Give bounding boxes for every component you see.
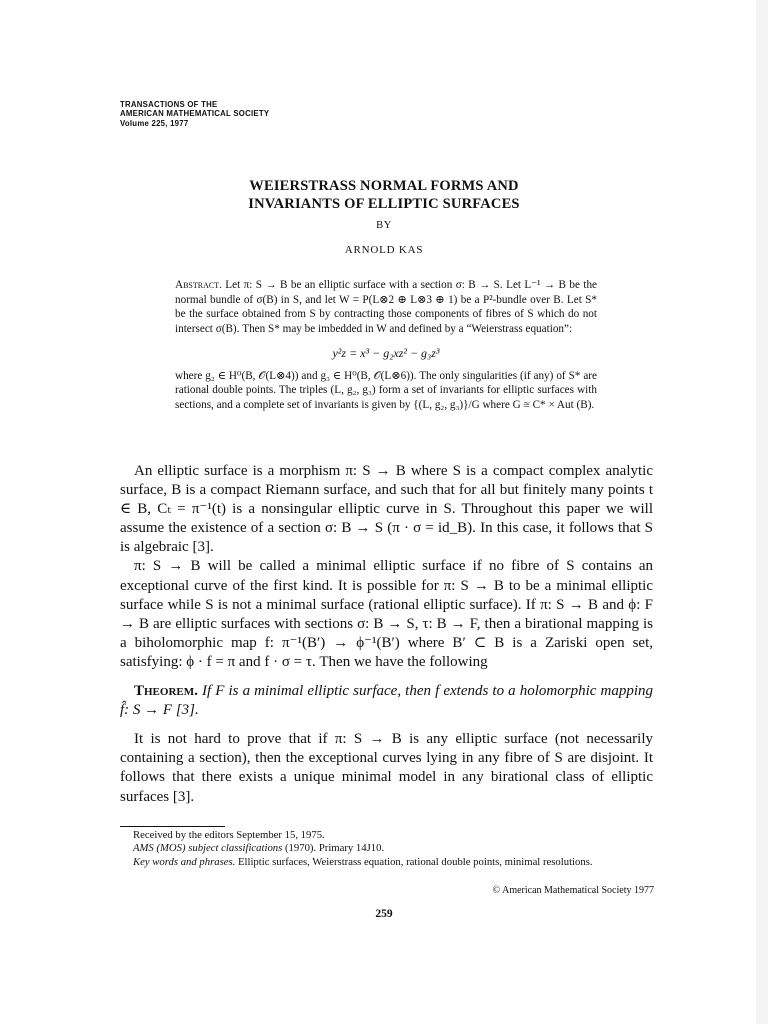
journal-line-2: AMERICAN MATHEMATICAL SOCIETY xyxy=(120,109,270,119)
author-name: ARNOLD KAS xyxy=(344,244,424,256)
title-line-2: INVARIANTS OF ELLIPTIC SURFACES xyxy=(248,195,520,212)
theorem xyxy=(120,682,653,720)
paper-title xyxy=(0,178,768,213)
footnote-ams xyxy=(133,842,653,855)
footnote-rule xyxy=(120,826,225,827)
body-paragraph-3: It is not hard to prove that if π: S → B is any elliptic surface (not necessarily containing a section), then the exceptional curves lying in any fibre of S are disjoint. It follows that there exists a unique minimal model in any birational class of elliptic surfaces [3]. xyxy=(120,731,653,805)
by-label: BY xyxy=(376,220,392,231)
journal-volume: Volume 225, 1977 xyxy=(120,118,189,128)
ams-value: (1970). Primary 14J10. xyxy=(284,842,385,855)
ams-label: AMS (MOS) subject classifications xyxy=(133,842,283,855)
abstract-paragraph-1 xyxy=(175,278,597,336)
journal-line-1: TRANSACTIONS OF THE xyxy=(120,100,218,109)
title-line-1: WEIERSTRASS NORMAL FORMS AND xyxy=(249,178,519,194)
theorem-label: Theorem. xyxy=(134,683,198,700)
keywords-value: Elliptic surfaces, Weierstrass equation, rational double points, minimal resolutions. xyxy=(238,855,593,868)
journal-header xyxy=(120,100,269,128)
page-edge xyxy=(756,0,768,1024)
copyright-notice: © American Mathematical Society 1977 xyxy=(492,885,654,896)
abstract-text-2: where g₂ ∈ H⁰(B, 𝒪(L⊗4)) and g₃ ∈ H⁰(B, 𝒪(L⊗6)). The only singularities (if any) of S* are rational double points. The triples (L, g₂, g₃) form a set of invariants for elliptic surfaces with sections, and a complete set of invariants is given by {(L, g₂, g₃)}/G where G ≅ C* × Aut (B). xyxy=(175,369,597,411)
footnote-keywords xyxy=(120,856,653,869)
main-body xyxy=(120,462,653,807)
keywords-label: Key words and phrases. xyxy=(133,855,236,868)
abstract xyxy=(175,278,597,412)
page-number: 259 xyxy=(375,908,393,920)
footnotes xyxy=(133,829,653,869)
abstract-label: Abstract. xyxy=(175,279,222,291)
theorem-text: If F is a minimal elliptic surface, then f extends to a holomorphic mapping f̂: S → F [3]. xyxy=(120,683,654,719)
abstract-text-1: Let π: S → B be an elliptic surface with a section σ: B → S. Let L⁻¹ → B be the normal bundle of σ(B) in S, and let W = P(L⊗2 ⊕ L⊗3 ⊕ 1) be a P²-bundle over B. Let S* be the surface obtained from S by contracting those components of fibres of S which do not intersect σ(B). Then S* may be imbedded in W and defined by a “Weierstrass equation”: xyxy=(175,279,597,335)
body-paragraph-2: π: S → B will be called a minimal elliptic surface if no fibre of S contains an exceptional curve of the first kind. It is possible for π: S → B to be a minimal elliptic surface while S is not a minimal surface (rational elliptic surface). If π: S → B and ϕ: F → B are elliptic surfaces with sections σ: B → S, τ: B → F, then a birational mapping is a biholomorphic map f: π⁻¹(B′) → ϕ⁻¹(B′) where B′ ⊂ B is a Zariski open set, satisfying: ϕ · f = π and f · σ = τ. Then we have the following xyxy=(120,558,653,670)
footnote-received: Received by the editors September 15, 1975. xyxy=(133,829,325,841)
body-paragraph-1: An elliptic surface is a morphism π: S → B where S is a compact complex analytic surface, B is a compact Riemann surface, and such that for all but finitely many points t ∈ B, Cₜ = π⁻¹(t) is a nonsingular elliptic curve in S. Throughout this paper we will assume the existence of a section σ: B → S (π · σ = id_B). In this case, it follows that S is algebraic [3]. xyxy=(120,463,653,556)
weierstrass-equation: y²z = x³ − g₂xz² − g₃z³ xyxy=(332,346,440,360)
